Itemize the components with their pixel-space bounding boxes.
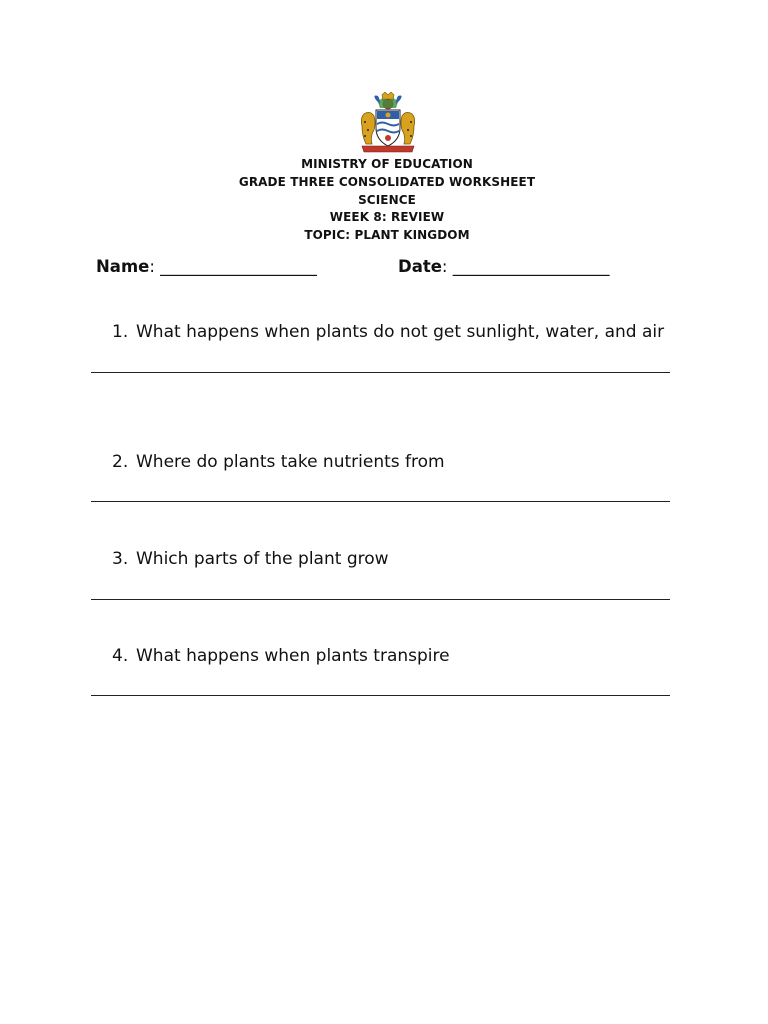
name-field[interactable] xyxy=(96,256,317,278)
week-title: WEEK 8: REVIEW xyxy=(329,210,445,225)
subject-title: SCIENCE xyxy=(358,192,416,207)
question-3 xyxy=(112,548,389,570)
question-4 xyxy=(112,645,450,667)
coat-of-arms-logo xyxy=(356,92,420,154)
question-number: 2. xyxy=(112,452,129,472)
date-label: Date xyxy=(398,257,442,276)
question-number: 1. xyxy=(112,322,129,342)
date-field[interactable] xyxy=(398,256,609,278)
name-label: Name xyxy=(96,257,150,276)
worksheet-title: GRADE THREE CONSOLIDATED WORKSHEET xyxy=(238,174,536,189)
answer-line-1[interactable] xyxy=(91,372,670,373)
question-1 xyxy=(112,321,664,343)
question-text: Which parts of the plant grow xyxy=(136,549,389,569)
ministry-title: MINISTRY OF EDUCATION xyxy=(301,157,473,171)
question-text: What happens when plants transpire xyxy=(136,646,450,666)
question-text: What happens when plants do not get sunlight, water, and air xyxy=(136,322,665,342)
date-blank[interactable]: : ___________________ xyxy=(441,257,610,276)
answer-line-2[interactable] xyxy=(91,501,670,502)
answer-line-3[interactable] xyxy=(91,599,670,600)
question-text: Where do plants take nutrients from xyxy=(136,452,445,472)
worksheet-header xyxy=(0,156,768,245)
topic-title: TOPIC: PLANT KINGDOM xyxy=(304,228,470,243)
question-2 xyxy=(112,451,445,473)
question-number: 4. xyxy=(112,646,129,666)
question-number: 3. xyxy=(112,549,129,569)
answer-line-4[interactable] xyxy=(91,695,670,696)
name-blank[interactable]: : ___________________ xyxy=(149,257,317,276)
